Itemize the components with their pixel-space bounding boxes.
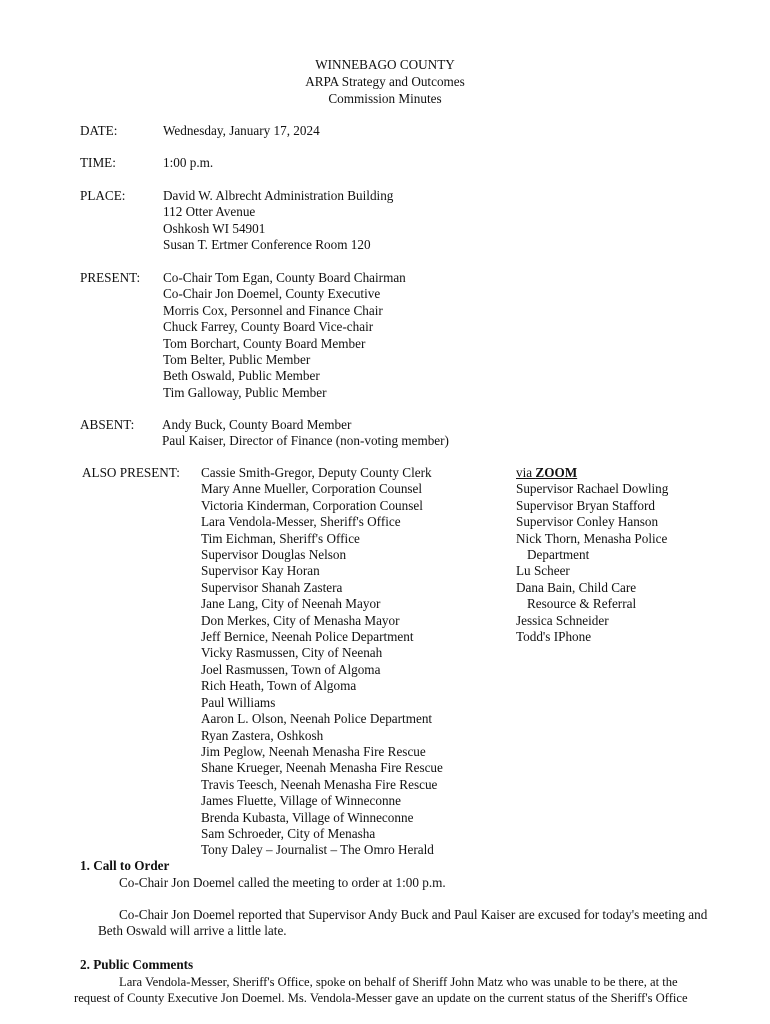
present-member: Morris Cox, Personnel and Finance Chair bbox=[163, 302, 383, 318]
attendee: Tony Daley – Journalist – The Omro Herald bbox=[201, 842, 434, 858]
zoom-attendee: Lu Scheer bbox=[516, 563, 570, 579]
also-present-list bbox=[201, 465, 443, 859]
attendee: Travis Teesch, Neenah Menasha Fire Rescue bbox=[201, 776, 438, 792]
time-value: 1:00 p.m. bbox=[163, 155, 214, 170]
place-line: Susan T. Ertmer Conference Room 120 bbox=[163, 237, 371, 253]
excused-line-2: Beth Oswald will arrive a little late. bbox=[98, 923, 287, 939]
zoom-attendee: Dana Bain, Child Care bbox=[516, 579, 637, 595]
attendee: Jim Peglow, Neenah Menasha Fire Rescue bbox=[201, 743, 426, 759]
zoom-attendee: Todd's IPhone bbox=[516, 629, 592, 645]
attendee: Brenda Kubasta, Village of Winneconne bbox=[201, 809, 414, 825]
zoom-attendee: Supervisor Conley Hanson bbox=[516, 514, 659, 530]
attendee: Rich Heath, Town of Algoma bbox=[201, 678, 357, 694]
document-header bbox=[0, 56, 770, 107]
absent-member: Paul Kaiser, Director of Finance (non-voting member) bbox=[162, 433, 449, 449]
present-member: Tom Belter, Public Member bbox=[163, 352, 311, 368]
attendee: Supervisor Shanah Zastera bbox=[201, 579, 343, 595]
absent-member: Andy Buck, County Board Member bbox=[162, 417, 352, 432]
excused-line-1: Co-Chair Jon Doemel reported that Supervisor Andy Buck and Paul Kaiser are excused for today's meeting and bbox=[119, 907, 708, 922]
zoom-attendee-list bbox=[516, 465, 668, 645]
place-label: PLACE: bbox=[80, 188, 126, 203]
place-line: David W. Albrecht Administration Building bbox=[163, 188, 394, 203]
place-line: Oshkosh WI 54901 bbox=[163, 220, 266, 236]
present-member: Tom Borchart, County Board Member bbox=[163, 335, 366, 351]
public-comments-line-1: Lara Vendola-Messer, Sheriff's Office, spoke on behalf of Sheriff John Matz who was unable to be there, at the bbox=[119, 975, 678, 989]
document-title: Commission Minutes bbox=[328, 91, 442, 106]
attendee: Ryan Zastera, Oshkosh bbox=[201, 727, 324, 743]
also-present-label: ALSO PRESENT: bbox=[82, 465, 180, 480]
public-comments-line-2: request of County Executive Jon Doemel. Ms. Vendola-Messer gave an update on the current status of the Sheriff's Office bbox=[74, 991, 688, 1006]
present-member: Tim Galloway, Public Member bbox=[163, 384, 327, 400]
county-name: WINNEBAGO COUNTY bbox=[315, 57, 455, 72]
zoom-attendee: Supervisor Bryan Stafford bbox=[516, 497, 655, 513]
attendee: James Fluette, Village of Winneconne bbox=[201, 793, 401, 809]
present-member: Beth Oswald, Public Member bbox=[163, 368, 320, 384]
zoom-attendee-continued: Resource & Referral bbox=[527, 596, 637, 612]
attendee: Shane Krueger, Neenah Menasha Fire Rescue bbox=[201, 760, 443, 776]
public-comments-heading: 2. Public Comments bbox=[80, 957, 194, 972]
attendee: Cassie Smith-Gregor, Deputy County Clerk bbox=[201, 465, 432, 480]
attendee: Victoria Kinderman, Corporation Counsel bbox=[201, 497, 423, 513]
zoom-attendee: Jessica Schneider bbox=[516, 612, 609, 628]
attendee: Jane Lang, City of Neenah Mayor bbox=[201, 596, 381, 612]
date-value: Wednesday, January 17, 2024 bbox=[163, 123, 320, 138]
attendee: Joel Rasmussen, Town of Algoma bbox=[201, 661, 381, 677]
call-to-order-heading: 1. Call to Order bbox=[80, 858, 170, 873]
present-label: PRESENT: bbox=[80, 270, 141, 285]
present-member: Chuck Farrey, County Board Vice-chair bbox=[163, 319, 374, 335]
attendee: Sam Schroeder, City of Menasha bbox=[201, 825, 376, 841]
zoom-attendee: Nick Thorn, Menasha Police bbox=[516, 530, 668, 546]
attendee: Supervisor Douglas Nelson bbox=[201, 547, 347, 563]
zoom-attendee-continued: Department bbox=[527, 547, 590, 563]
absent-list bbox=[162, 417, 449, 450]
attendee: Mary Anne Mueller, Corporation Counsel bbox=[201, 481, 423, 497]
attendee: Supervisor Kay Horan bbox=[201, 563, 320, 579]
zoom-heading-bold: ZOOM bbox=[535, 465, 578, 480]
attendee: Paul Williams bbox=[201, 694, 276, 710]
attendee: Aaron L. Olson, Neenah Police Department bbox=[201, 711, 433, 727]
attendee: Don Merkes, City of Menasha Mayor bbox=[201, 612, 400, 628]
present-member: Co-Chair Jon Doemel, County Executive bbox=[163, 286, 381, 302]
zoom-heading bbox=[516, 465, 668, 481]
date-label: DATE: bbox=[80, 123, 118, 138]
time-label: TIME: bbox=[80, 155, 116, 170]
attendee: Tim Eichman, Sheriff's Office bbox=[201, 530, 360, 546]
present-member: Co-Chair Tom Egan, County Board Chairman bbox=[163, 270, 406, 285]
attendee: Jeff Bernice, Neenah Police Department bbox=[201, 629, 414, 645]
zoom-heading-prefix: via bbox=[516, 465, 536, 480]
attendee: Vicky Rasmussen, City of Neenah bbox=[201, 645, 383, 661]
public-comments-paragraph bbox=[74, 974, 688, 1007]
absent-label: ABSENT: bbox=[80, 417, 135, 432]
commission-name: ARPA Strategy and Outcomes bbox=[305, 74, 465, 89]
call-to-order-text: Co-Chair Jon Doemel called the meeting to order at 1:00 p.m. bbox=[119, 875, 446, 890]
zoom-attendee: Supervisor Rachael Dowling bbox=[516, 481, 669, 497]
excused-paragraph bbox=[98, 907, 707, 940]
place-line: 112 Otter Avenue bbox=[163, 204, 256, 220]
attendee: Lara Vendola-Messer, Sheriff's Office bbox=[201, 514, 401, 530]
present-list bbox=[163, 270, 406, 401]
place-block bbox=[163, 188, 393, 254]
